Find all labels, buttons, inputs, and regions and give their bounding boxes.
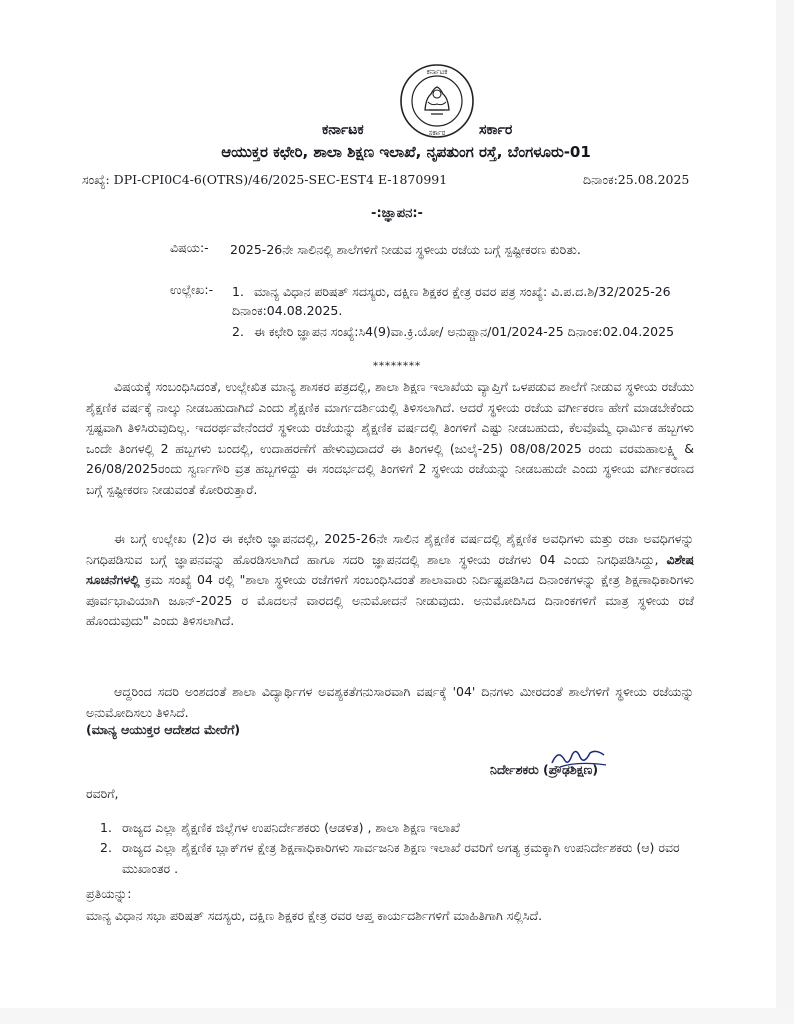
reference-text-2: ಈ ಕಛೇರಿ ಜ್ಞಾಪನ ಸಂಖ್ಯೆ:ಸಿ4(9)ವಾ.ಕ್ರಿ.ಯೋ/ ಅನುಪ್ಚಾನ/01/2024-25 ದಿನಾಂಕ:02.04.2025 — [254, 324, 675, 339]
reference-item — [232, 322, 694, 341]
distribution-item — [100, 818, 694, 839]
reference-number-1: 1. — [232, 284, 244, 299]
distribution-number-2: 2. — [100, 840, 112, 855]
signatory-title: ನಿರ್ದೇಶಕರು (ಪ್ರೌಢಶಿಕ್ಷಣ) — [490, 762, 599, 777]
p2-text-b: ಕ್ರಮ ಸಂಖ್ಯೆ 04 ರಲ್ಲಿ "ಶಾಲಾ ಸ್ಥಳೀಯ ರಜೆಗಳಿಗೆ ಸಂಬಂಧಿಸಿದಂತೆ ಶಾಲಾವಾರು ನಿರ್ದಿಷ್ಟಪಡಿಸಿದ ದಿನಾಂಕಗಳನ್ನು ಕ್ಷೇತ್ರ ಶಿಕ್ಷಣಾಧಿಕಾರಿಗಳು ಪೂರ್ವಭಾವಿಯಾಗಿ ಜೂನ್-2025 ರ ಮೊದಲನೆ ವಾರದಲ್ಲಿ ಅನುಮೋದನೆ ನೀಡುವುದು. ಅನುಮೋದಿಸಿದ ದಿನಾಂಕಗಳಿಗೆ ಮಾತ್ರ ಸ್ಥಳೀಯ ರಜೆ ಹೊಂದುವುದು" ಎಂದು ತಿಳಿಸಲಾಗಿದೆ. — [86, 572, 694, 628]
reference-number-2: 2. — [232, 324, 244, 339]
body-paragraph-3: ಆದ್ದರಿಂದ ಸದರಿ ಅಂಶದಂತೆ ಶಾಲಾ ವಿದ್ಯಾರ್ಥಿಗಳ ಅವಶ್ಯಕತೆಗನುಸಾರವಾಗಿ ವರ್ಷಕ್ಕೆ '04' ದಿನಗಳು ಮೀರದಂತೆ ಶಾಲೆಗಳಿಗೆ ಸ್ಥಳೀಯ ರಜೆಯನ್ನು ಅನುಮೋದಿಸಲು ತಿಳಿಸಿದೆ. — [86, 684, 694, 720]
subject-text: 2025-26ನೇ ಸಾಲಿನಲ್ಲಿ ಶಾಲೆಗಳಿಗೆ ನೀಡುವ ಸ್ಥಳೀಯ ರಜೆಯ ಬಗ್ಗೆ ಸ್ಪಷ್ಟೀಕರಣ ಕುರಿತು. — [230, 242, 581, 257]
memo-heading: -:ಜ್ಞಾಪನ:- — [371, 206, 423, 221]
office-address: ಆಯುಕ್ತರ ಕಛೇರಿ, ಶಾಲಾ ಶಿಕ್ಷಣ ಇಲಾಖೆ, ನೃಪತುಂಗ ರಸ್ತೆ, ಬೆಂಗಳೂರು-01 — [221, 143, 591, 161]
govt-left-text: ಕರ್ನಾಟಕ — [322, 122, 364, 138]
separator-stars: ******** — [373, 361, 421, 372]
svg-text:ಕರ್ನಾಟಕ: ಕರ್ನಾಟಕ — [426, 68, 448, 76]
copy-text: ಮಾನ್ಯ ವಿಧಾನ ಸಭಾ ಪರಿಷತ್ ಸದಸ್ಯರು, ದಕ್ಷಿಣ ಶಿಕ್ಷಕರ ಕ್ಷೇತ್ರ ರವರ ಆಪ್ತ ಕಾರ್ಯದರ್ಶಿಗಳಿಗೆ ಮಾಹಿತಿಗಾಗಿ ಸಲ್ಲಿಸಿದೆ. — [86, 908, 543, 923]
special-instructions-text: ವಿಶೇಷ ಸೂಚನೆಗಳಲ್ಲಿ — [86, 551, 694, 587]
commissioner-order: (ಮಾನ್ಯ ಆಯುಕ್ತರ ಆದೇಶದ ಮೇರೆಗೆ) — [86, 722, 241, 737]
distribution-text-2: ರಾಜ್ಯದ ಎಲ್ಲಾ ಶೈಕ್ಷಣಿಕ ಬ್ಲಾಕ್‌ಗಳ ಕ್ಷೇತ್ರ ಶಿಕ್ಷಣಾಧಿಕಾರಿಗಳು ಸಾರ್ವಜನಿಕ ಶಿಕ್ಷಣ ಇಲಾಖೆ ರವರಿಗೆ ಅಗತ್ಯ ಕ್ರಮಕ್ಕಾಗಿ ಉಪನಿರ್ದೇಶಕರು (ಆ) ರವರ ಮುಖಾಂತರ . — [122, 840, 680, 876]
references-label: ಉಲ್ಲೇಖ:- — [170, 282, 214, 297]
body-paragraph-2 — [86, 529, 694, 632]
distribution-number-1: 1. — [100, 820, 112, 835]
reference-number: ಸಂಖ್ಯೆ: DPI-CPI0C4-6(OTRS)/46/2025-SEC-EST4 E-1870991 — [82, 172, 448, 187]
subject-label: ವಿಷಯ:- — [170, 240, 209, 255]
scan-edge-bottom — [0, 1008, 794, 1024]
reference-item — [232, 282, 694, 320]
karnataka-emblem-icon — [398, 62, 476, 140]
addressee-label: ರವರಿಗೆ, — [86, 786, 119, 801]
reference-text-1: ಮಾನ್ಯ ವಿಧಾನ ಪರಿಷತ್ ಸದಸ್ಯರು, ದಕ್ಷಿಣ ಶಿಕ್ಷಕರ ಕ್ಷೇತ್ರ ರವರ ಪತ್ರ ಸಂಖ್ಯೆ: ವಿ.ಪ.ದ.ಶಿ/32/2025-26 ದಿನಾಂಕ:04.08.2025. — [232, 284, 671, 318]
p2-text-a: ಈ ಬಗ್ಗೆ ಉಲ್ಲೇಖ (2)ರ ಈ ಕಛೇರಿ ಜ್ಞಾಪನದಲ್ಲಿ, 2025-26ನೇ ಸಾಲಿನ ಶೈಕ್ಷಣಿಕ ವರ್ಷದಲ್ಲಿ ಶೈಕ್ಷಣಿಕ ಅವಧಿಗಳು ಮತ್ತು ರಜಾ ಅವಧಿಗಳನ್ನು ನಿಗಧಿಪಡಿಸುವ ಬಗ್ಗೆ ಜ್ಞಾಪನವನ್ನು ಹೊರಡಿಸಲಾಗಿದೆ ಹಾಗೂ ಸದರಿ ಜ್ಞಾಪನದಲ್ಲಿ ಶಾಲಾ ಸ್ಥಳೀಯ ರಜೆಗಳು 04 ಎಂದು ನಿಗಧಿಪಡಿಸಿದ್ದು, — [86, 531, 694, 567]
distribution-text-1: ರಾಜ್ಯದ ಎಲ್ಲಾ ಶೈಕ್ಷಣಿಕ ಜಿಲ್ಲೆಗಳ ಉಪನಿರ್ದೇಶಕರು (ಆಡಳಿತ) , ಶಾಲಾ ಶಿಕ್ಷಣ ಇಲಾಖೆ — [122, 820, 460, 835]
document-date: ದಿನಾಂಕ:25.08.2025 — [583, 172, 690, 187]
copy-label: ಪ್ರತಿಯನ್ನು: — [86, 886, 132, 901]
distribution-item — [100, 838, 694, 879]
govt-right-text: ಸರ್ಕಾರ — [479, 122, 513, 138]
body-paragraph-1: ವಿಷಯಕ್ಕೆ ಸಂಬಂಧಿಸಿದಂತೆ, ಉಲ್ಲೇಖಿತ ಮಾನ್ಯ ಶಾಸಕರ ಪತ್ರದಲ್ಲಿ, ಶಾಲಾ ಶಿಕ್ಷಣ ಇಲಾಖೆಯ ವ್ಯಾಪ್ತಿಗೆ ಒಳಪಡುವ ಶಾಲೆಗೆ ನೀಡುವ ಸ್ಥಳೀಯ ರಜೆಯು ಶೈಕ್ಷಣಿಕ ವರ್ಷಕ್ಕೆ ನಾಲ್ಕು ನೀಡಬಹುದಾಗಿದೆ ಎಂದು ಶೈಕ್ಷಣಿಕ ಮಾರ್ಗದರ್ಶಿಯಲ್ಲಿ ತಿಳಿಸಲಾಗಿದೆ. ಆದರೆ ಸ್ಥಳೀಯ ರಜೆಯ ವರ್ಗೀಕರಣ ಹೇಗೆ ಮಾಡಬೇಕೆಂದು ಸ್ಪಷ್ಟವಾಗಿ ತಿಳಿಸಿರುವುದಿಲ್ಲ. ಇದರರ್ಥವೇನೆಂದರೆ ಸ್ಥಳೀಯ ರಜೆಯನ್ನು ಶೈಕ್ಷಣಿಕ ವರ್ಷದಲ್ಲಿ ತಿಂಗಳಿಗೆ ಎಷ್ಟು ನೀಡಬಹುದು, ಕೆಲವೊಮ್ಮೆ ಧಾರ್ಮಿಕ ಹಬ್ಬಗಳು ಒಂದೇ ತಿಂಗಳಲ್ಲಿ 2 ಹಬ್ಬಗಳು ಬಂದಲ್ಲಿ, ಉದಾಹರಣೆಗೆ ಹೇಳುವುದಾದರೆ ಈ ತಿಂಗಳಲ್ಲಿ (ಜುಲೈ-25) 08/08/2025 ರಂದು ವರಮಹಾಲಕ್ಷ್ಮಿ & 26/08/2025ರಂದು ಸ್ವರ್ಣಗೌರಿ ವ್ರತ ಹಬ್ಬಗಳಿದ್ದು ಈ ಸಂದರ್ಭದಲ್ಲಿ ತಿಂಗಳಿಗೆ 2 ಸ್ಥಳೀಯ ರಜೆಯನ್ನು ನೀಡಬಹುದೇ ಎಂದು ಸ್ಥಳೀಯ ವರ್ಗೀಕರಣದ ಬಗ್ಗೆ ಸ್ಪಷ್ಟೀಕರಣ ನೀಡುವಂತೆ ಕೋರಿರುತ್ತಾರೆ. — [86, 379, 694, 497]
svg-text:ಸರ್ಕಾರ: ಸರ್ಕಾರ — [428, 129, 446, 137]
